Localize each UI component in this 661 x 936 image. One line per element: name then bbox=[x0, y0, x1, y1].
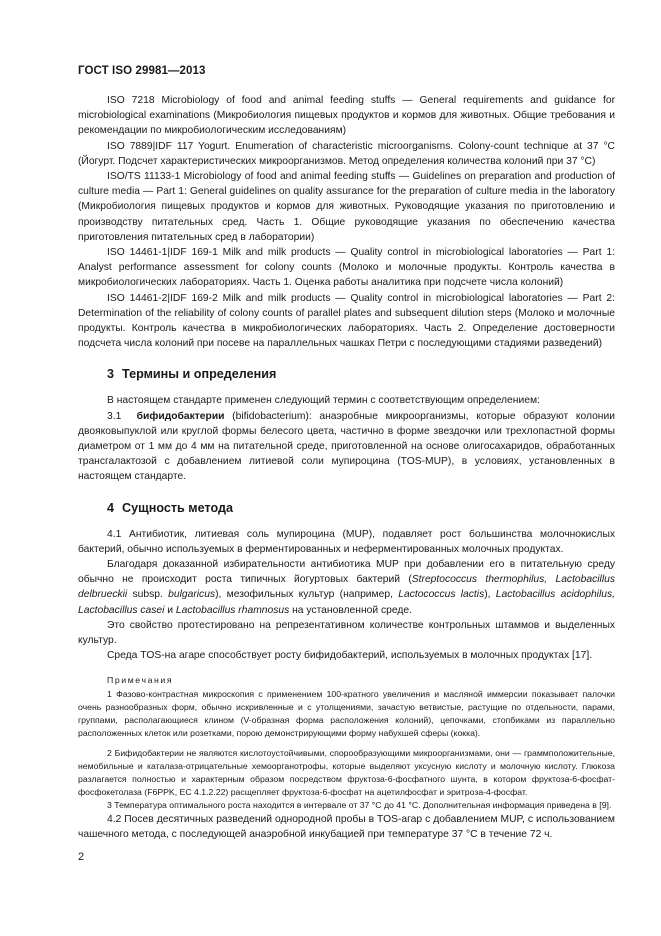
document-body bbox=[78, 93, 615, 842]
section-number: 3 bbox=[107, 367, 115, 382]
notes-block bbox=[78, 674, 615, 812]
terms-intro: В настоящем стандарте применен следующий термин с соответствующим определением: bbox=[107, 395, 540, 407]
section-heading-method bbox=[78, 500, 615, 516]
reference-item: ISO 7889|IDF 117 Yogurt. Enumeration of characteristic microorganisms. Colony-count technique at 37 °C (Йогурт. Подсчет характеристических микроорганизмов. Метод определения количества колоний при 37 °C) bbox=[78, 140, 615, 167]
section-title: Сущность метода bbox=[122, 500, 233, 515]
reference-item: ISO 14461-2|IDF 169-2 Milk and milk products — Quality control in microbiological laboratories — Part 2: Determination of the reliability of colony counts of parallel plates and subsequent dilution steps (Молоко и молочные продукты. Контроль качества в микробиологических лабораториях. Часть 2. Определение достоверности подсчета числа колоний при посеве на параллельных чашках Петри с последующими стадиями разведений) bbox=[78, 292, 615, 350]
note-item: 2 Бифидобактерии не являются кислотоустойчивыми, спорообразующими микроорганизмами, они — граммположительные, немобильные и каталаза-отрицательные хемоорганотрофы, которые выделяют уксусную кислоту и молочную кислоту. Глюкоза разлагается полностью и характерным образом посредством фруктоза-6-фосфатного шунта, в котором фруктоза-6-фосфат-фосфокетолаза (F6PPK, EC 4.1.2.22) расщепляет фруктоза-6-фосфат на ацетилфосфат и эритроза-4-фосфат. bbox=[78, 748, 615, 797]
species-name: bulgaricus bbox=[168, 589, 216, 601]
term-number: 3.1 bbox=[107, 410, 122, 422]
text-run: на установленной среде. bbox=[289, 604, 412, 616]
reference-item: ISO 7218 Microbiology of food and animal feeding stuffs — General requirements and guidance for microbiological examinations (Микробиология пищевых продуктов и кормов для животных. Общие требования и рекомендации по микробиологическим исследованиям) bbox=[78, 95, 615, 137]
species-name: Lactococcus lactis bbox=[398, 589, 485, 601]
method-paragraph-5: 4.2 Посев десятичных разведений однородной пробы в TOS-агар с добавлением MUP, с использованием чашечного метода, с последующей анаэробной инкубацией при температуре 37 °C в течение 72 ч. bbox=[78, 813, 615, 840]
references-list bbox=[78, 93, 615, 351]
species-name: Lactobacillus acidophilus, Lactobacillus casei bbox=[78, 589, 615, 616]
page-number: 2 bbox=[78, 851, 85, 863]
method-paragraph-2 bbox=[78, 557, 615, 618]
method-paragraph-4: Среда TOS-на агаре способствует росту бифидобактерий, используемых в молочных продуктах [17]. bbox=[107, 650, 593, 662]
text-run: Благодаря доказанной избирательности антибиотика MUP при добавлении его в питательную среду обычно не происходит роста типичных йогуртовых бактерий ( bbox=[78, 559, 615, 586]
term-name: бифидобактерии bbox=[136, 410, 225, 422]
text-run: и bbox=[164, 604, 176, 616]
note-item: 3 Температура оптимального роста находится в интервале от 37 °C до 41 °C. Дополнительная информация приведена в [9]. bbox=[107, 799, 612, 810]
notes-title: Примечания bbox=[107, 674, 174, 685]
reference-item: ISO/TS 11133-1 Microbiology of food and animal feeding stuffs — Guidelines on preparation and production of culture media — Part 1: General guidelines on quality assurance for the preparation of culture media in the laboratory (Микробиология пищевых продуктов и кормов для животных. Руководящие указания по приготовлению и производству питательных сред. Часть 1. Общие руководящие указания по обеспечению качества приготовления питательных сред в лаборатории) bbox=[78, 171, 615, 243]
text-run: ), bbox=[484, 589, 496, 601]
term-text: (bifidobacterium): анаэробные микроорганизмы, которые образуют колонии двояковыпуклой или круглой формы белесого цвета, частично в форме звездочки или трехлопастной формы диаметром от 1 мм до 4 мм на питательной среде, приготовленной на основе олигосахаридов, обработанных трансгалактозой с добавлением литиевой соли мупироцина (TOS-MUP), в условиях, установленных в настоящем стандарте. bbox=[78, 410, 615, 483]
note-item: 1 Фазово-контрастная микроскопия с применением 100-кратного увеличения и масляной иммерсии показывает палочки очень разнообразных форм, обычно искривленные и с утолщениями, зачастую ветвистые, растущие по отдельности, парами, группами, располагающиеся клином (V-образная форма расположения колоний), цепочками, стопбиками из параллельно расположенных клеток или розетками, порою демонстрирующими форму набухшей сферы (кокка). bbox=[78, 689, 615, 739]
method-paragraph-3: Это свойство протестировано на репрезентативном количестве контрольных штаммов и выделенных культур. bbox=[78, 619, 615, 647]
species-name: Lactobacillus rhamnosus bbox=[175, 604, 290, 616]
document-header: ГОСТ ISO 29981—2013 bbox=[78, 65, 206, 77]
section-title: Термины и определения bbox=[122, 367, 277, 382]
method-paragraph-1: 4.1 Антибиотик, литиевая соль мупироцина (MUP), подавляет рост большинства молочнокислых бактерий, обычно используемых в ферментированных и неферментированных молочных продуктах. bbox=[78, 528, 615, 555]
text-run: ), мезофильных культур (например, bbox=[215, 589, 399, 601]
species-name: Streptococcus thermophilus, Lactobacillus delbrueckii bbox=[78, 574, 615, 601]
section-heading-terms bbox=[78, 366, 615, 382]
term-definition bbox=[78, 409, 615, 485]
reference-item: ISO 14461-1|IDF 169-1 Milk and milk products — Quality control in microbiological laboratories — Part 1: Analyst performance assessment for colony counts (Молоко и молочные продукты. Контроль качества в микробиологических лабораториях. Часть 1. Оценка работы аналитика при подсчете числа колоний) bbox=[78, 247, 615, 289]
text-run: subsp. bbox=[127, 589, 169, 601]
section-number: 4 bbox=[107, 500, 115, 515]
